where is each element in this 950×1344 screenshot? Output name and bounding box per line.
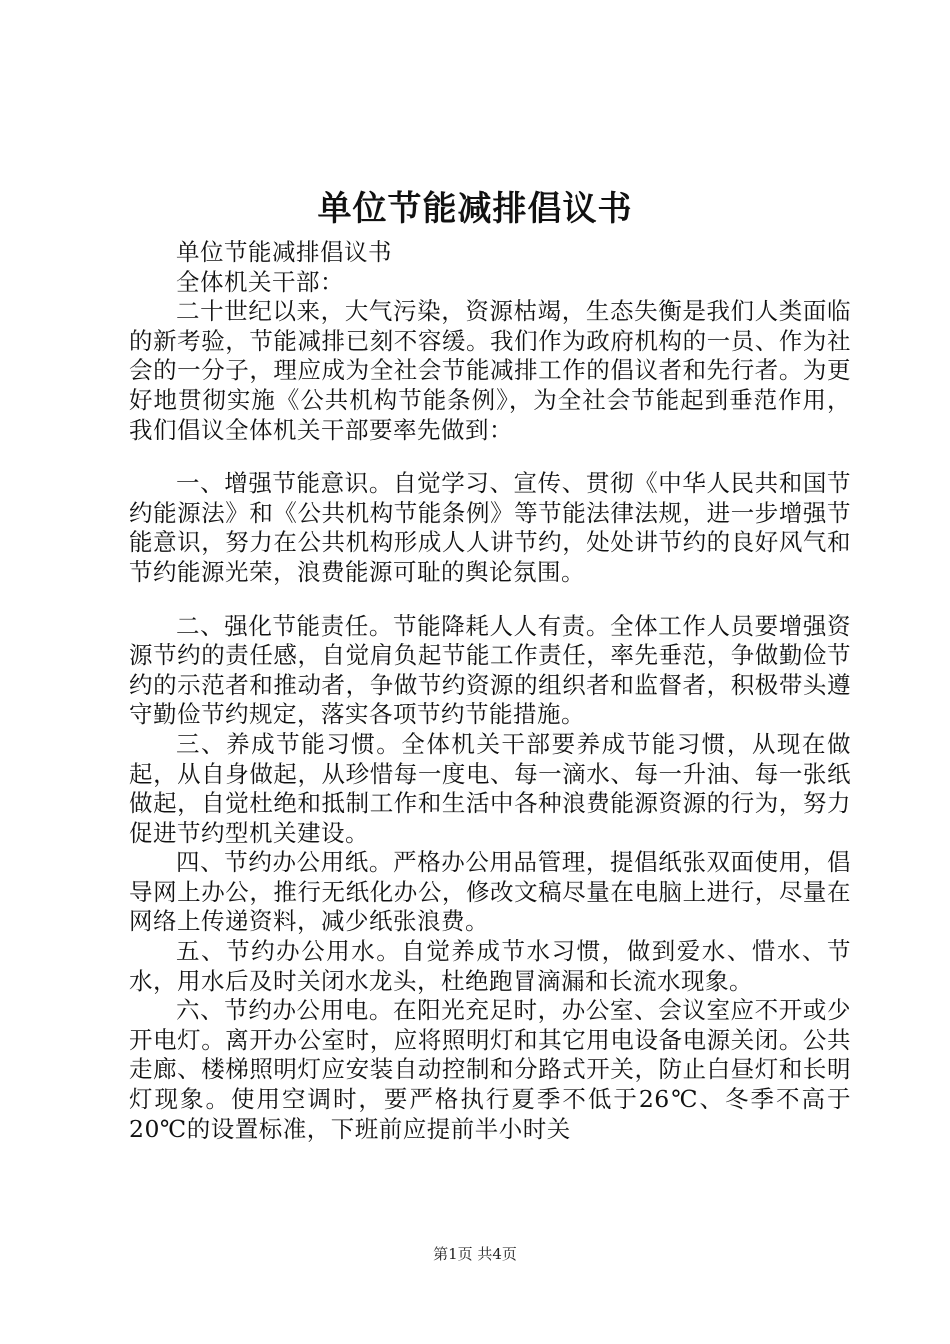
paragraph-item-2: 二、强化节能责任。节能降耗人人有责。全体工作人员要增强资源节约的责任感，自觉肩负起节能工作责任，率先垂范，争做勤俭节约的示范者和推动者，争做节约资源的组织者和监督者，积极带头遵守勤俭节约规定，落实各项节约节能措施。 xyxy=(129,611,851,729)
paragraph-item-5: 五、节约办公用水。自觉养成节水习惯，做到爱水、惜水、节水，用水后及时关闭水龙头，杜绝跑冒滴漏和长流水现象。 xyxy=(129,937,851,995)
paragraph-heading: 单位节能减排倡议书 xyxy=(176,238,392,266)
paragraph-intro: 二十世纪以来，大气污染，资源枯竭，生态失衡是我们人类面临的新考验，节能减排已刻不容缓。我们作为政府机构的一员、作为社会的一分子，理应成为全社会节能减排工作的倡议者和先行者。为更好地贯彻实施《公共机构节能条例》，为全社会节能起到垂范作用，我们倡议全体机关干部要率先做到： xyxy=(129,297,851,444)
paragraph-item-6: 六、节约办公用电。在阳光充足时，办公室、会议室应不开或少开电灯。离开办公室时，应将照明灯和其它用电设备电源关闭。公共走廊、楼梯照明灯应安装自动控制和分路式开关，防止白昼灯和长明灯现象。使用空调时，要严格执行夏季不低于26℃、冬季不高于20℃的设置标准，下班前应提前半小时关 xyxy=(129,996,851,1143)
paragraph-item-4: 四、节约办公用纸。严格办公用品管理，提倡纸张双面使用，倡导网上办公，推行无纸化办公，修改文稿尽量在电脑上进行，尽量在网络上传递资料，减少纸张浪费。 xyxy=(129,848,851,936)
paragraph-item-1: 一、增强节能意识。自觉学习、宣传、贯彻《中华人民共和国节约能源法》和《公共机构节能条例》等节能法律法规，进一步增强节能意识，努力在公共机构形成人人讲节约，处处讲节约的良好风气和节约能源光荣，浪费能源可耻的舆论氛围。 xyxy=(129,469,851,586)
document-body xyxy=(129,238,851,1144)
paragraph-salutation: 全体机关干部： xyxy=(176,267,344,296)
document-title: 单位节能减排倡议书 xyxy=(317,189,633,229)
page-number: 第1页 共4页 xyxy=(433,1245,517,1263)
paragraph-item-3: 三、养成节能习惯。全体机关干部要养成节能习惯，从现在做起，从自身做起，从珍惜每一度电、每一滴水、每一升油、每一张纸做起，自觉杜绝和抵制工作和生活中各种浪费能源资源的行为，努力促进节约型机关建设。 xyxy=(129,729,851,847)
